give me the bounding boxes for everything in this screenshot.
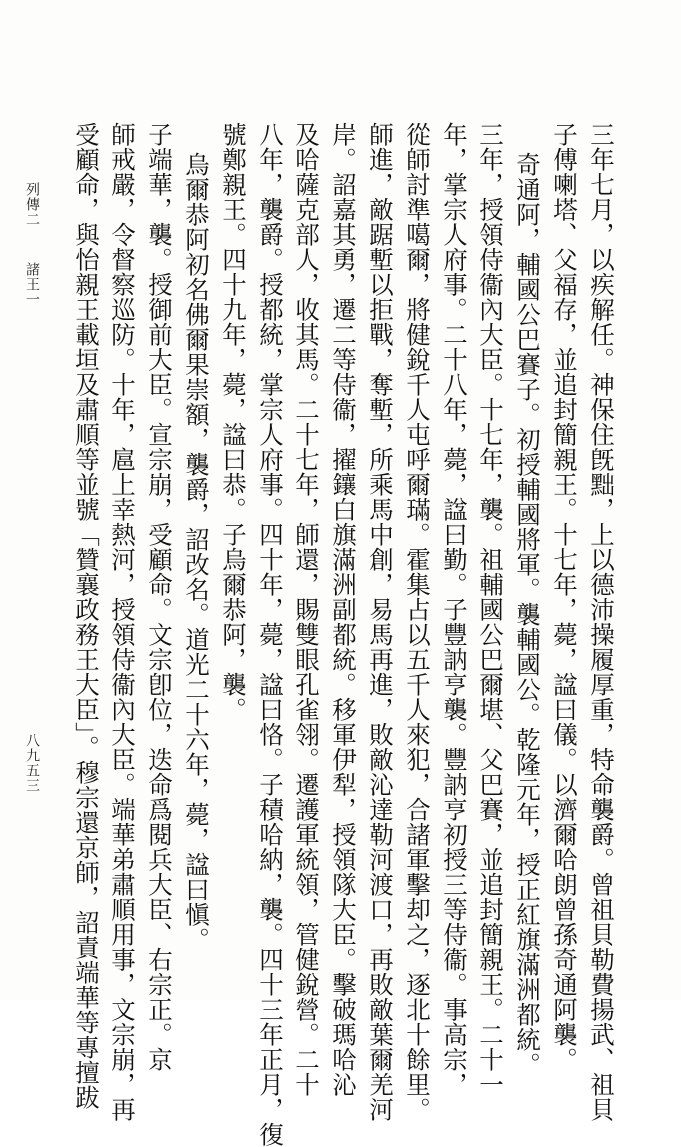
- text-column-9: 及哈薩克部人，收其馬。二十七年，師還，賜雙眼孔雀翎。遷護軍統領，管健銳營。二十: [292, 122, 321, 1097]
- text-column-10: 八年，襲爵。授都統，掌宗人府事。四十年，薨，諡曰恪。子積哈納，襲。四十三年正月，復: [256, 122, 285, 1147]
- text-column-6: 從師討準噶爾，將健銳千人屯呼爾璊。霍集占以五千人來犯，合諸軍擊却之，逐北十餘里。: [403, 122, 432, 1122]
- text-column-13: 子端華，襲。授御前大臣。宣宗崩，受顧命。文宗卽位，迭命爲閱兵大臣、右宗正。京: [145, 122, 174, 1072]
- text-column-8: 岸。詔嘉其勇，遷二等侍衞，擢鑲白旗滿洲副都統。移軍伊犁，授領隊大臣。擊破瑪哈沁: [329, 122, 358, 1097]
- margin-section-title: 列傳二: [24, 182, 40, 227]
- text-column-5: 年，掌宗人府事。二十八年，薨，諡曰勤。子豐訥亨襲。豐訥亨初授三等侍衞。事高宗，: [440, 122, 469, 1097]
- text-column-7: 師進，敵踞塹以拒戰，奪塹，所乘馬中創，易馬再進，敗敵沁達勒河渡口，再敗敵葉爾羌河: [366, 122, 395, 1122]
- margin-chapter-title: 諸王一: [24, 262, 40, 307]
- text-column-15: 受顧命，與怡親王載垣及肅順等並號「贊襄政務王大臣」。穆宗還京師，詔責端華等專擅跋: [72, 122, 101, 1110]
- text-column-1: 三年七月，以疾解任。神保住旣黜，上以德沛操履厚重，特命襲爵。曾祖貝勒費揚武、祖貝: [587, 122, 616, 1122]
- page-number: 八九五三: [24, 733, 40, 793]
- text-column-11: 號鄭親王。四十九年，薨，諡曰恭。子烏爾恭阿，襲。: [219, 122, 248, 722]
- text-column-4: 三年，授領侍衞內大臣。十七年，襲。祖輔國公巴爾堪、父巴賽，並追封簡親王。二十一: [476, 122, 505, 1097]
- text-column-12: 烏爾恭阿初名佛爾果崇額，襲爵，詔改名。道光二十六年，薨，諡曰愼。: [182, 152, 211, 952]
- text-column-2: 子傅喇塔、父福存，並追封簡親王。十七年，薨，諡曰儀。以濟爾哈朗曾孫奇通阿襲。: [550, 122, 579, 1072]
- text-column-14: 師戒嚴，令督察巡防。十年，扈上幸熱河，授領侍衞內大臣。端華弟肅順用事，文宗崩，再: [108, 122, 137, 1122]
- text-column-3: 奇通阿，輔國公巴賽子。初授輔國將軍。襲輔國公。乾隆元年，授正紅旗滿洲都統。: [513, 152, 542, 1077]
